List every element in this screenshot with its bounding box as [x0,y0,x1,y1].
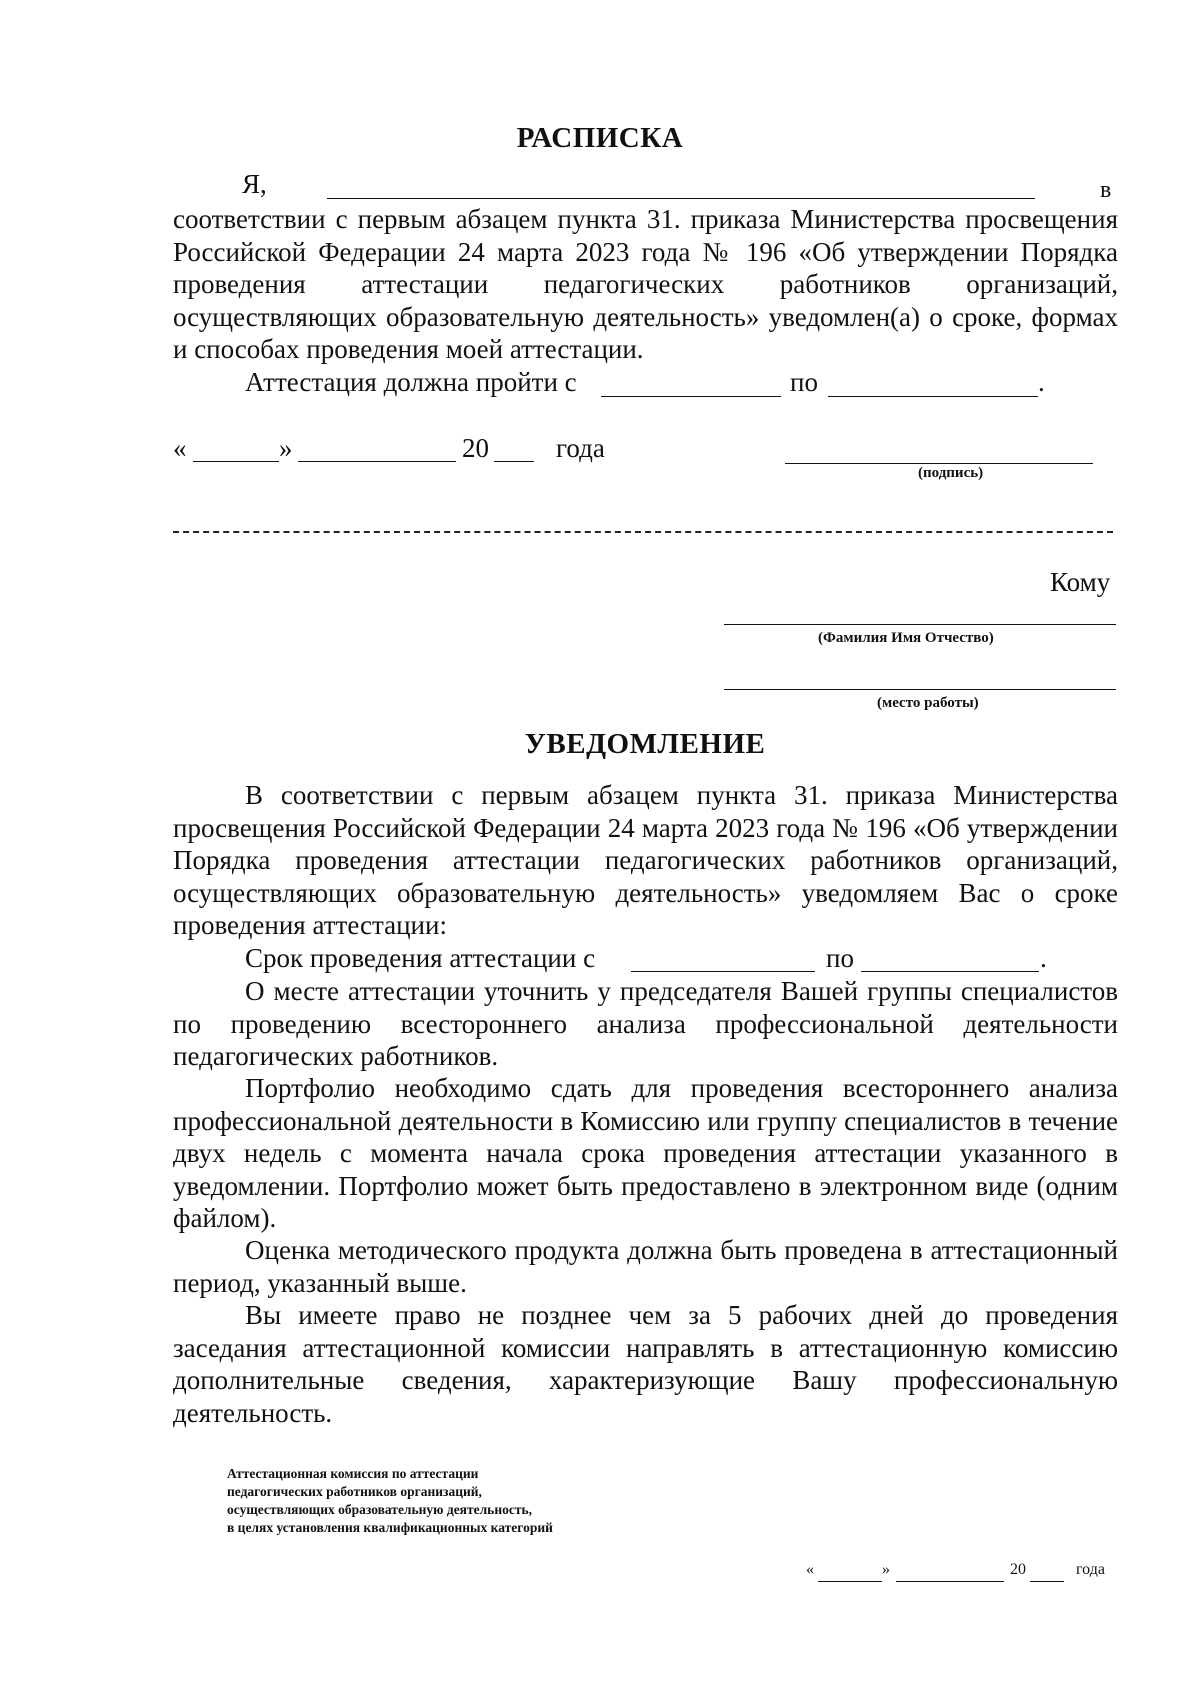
notice-term-po: по [826,943,854,973]
notice-paragraph-4: Оценка методического продукта должна быть проведена в аттестационный период, указанный выше. [173,1235,1118,1298]
commission-line: Аттестационная комиссия по аттестации [227,1466,479,1481]
receipt-period-end: . [1038,367,1045,397]
footer-date-year-line [1030,1581,1064,1582]
footer-date-year: года [1076,1561,1105,1578]
commission-line: в целях установления квалификационных категорий [227,1520,553,1535]
notice-paragraph-3: Портфолио необходимо сдать для проведения всестороннего анализа профессиональной деятельности в Комиссию или группу специалистов в течение двух недель с момента начала срока проведения аттестации указанного в уведомлении. Портфолио может быть предоставлено в электронном виде (одним файлом). [173,1073,1118,1233]
receipt-date-year-line [494,461,534,462]
footer-date-day-line [818,1581,882,1582]
receipt-v: в [1100,177,1112,203]
receipt-period-end-line [828,396,1038,397]
notice-paragraph-1: В соответствии с первым абзацем пункта 31. приказа Министерства просвещения Российской Федерации 24 марта 2023 года № 196 «Об утверждении Порядка проведения аттестации педагогических работников организаций, осуществляющих образовательную деятельность» уведомляем Вас о сроке проведения аттестации: [173,780,1118,940]
footer-date-close-quote: » [882,1561,890,1578]
recipient-workplace-caption: (место работы) [877,695,979,711]
notice-paragraph-2: О месте аттестации уточнить у председателя Вашей группы специалистов по проведению всестороннего анализа профессиональной деятельности педагогических работников. [173,976,1118,1071]
recipient-fio-caption: (Фамилия Имя Отчество) [818,630,994,646]
notice-term-start-line [631,971,815,972]
notice-term-end-line [861,971,1039,972]
notice-title: УВЕДОМЛЕНИЕ [524,728,766,760]
receipt-name-line [327,198,1035,199]
receipt-date-20: 20 [462,433,489,463]
notice-paragraph-5: Вы имеете право не позднее чем за 5 рабочих дней до проведения заседания аттестационной комиссии направлять в аттестационную комиссию дополнительные сведения, характеризующие Вашу профессиональную деятельность. [173,1300,1118,1428]
receipt-period-po: по [790,367,818,397]
receipt-paragraph: соответствии с первым абзацем пункта 31. приказа Министерства просвещения Российской Федерации 24 марта 2023 года № 196 «Об утверждении Порядка проведения аттестации педагогических работников организаций, осуществляющих образовательную деятельность» уведомлен(а) о сроке, формах и способах проведения моей аттестации. [173,204,1118,364]
receipt-date-close-quote: » [279,433,293,463]
cut-line [173,531,1113,533]
receipt-date-year: года [556,433,605,463]
recipient-workplace-line [724,689,1116,690]
receipt-period-prefix: Аттестация должна пройти с [245,367,577,397]
receipt-period-start-line [601,396,781,397]
notice-term-prefix: Срок проведения аттестации с [245,943,596,973]
receipt-title: РАСПИСКА [516,122,684,154]
receipt-signature-line [785,463,1093,464]
commission-block [227,1465,647,1537]
receipt-signature-caption: (подпись) [918,465,984,481]
footer-date-open-quote: « [806,1561,814,1578]
notice-term-end: . [1040,943,1047,973]
commission-line: осуществляющих образовательную деятельность, [227,1502,532,1517]
footer-date-month-line [896,1581,1004,1582]
footer-date-20: 20 [1010,1561,1026,1578]
receipt-ya: Я, [242,169,267,199]
commission-line: педагогических работников организаций, [227,1484,482,1499]
recipient-fio-line [724,624,1116,625]
receipt-date-day-line [193,461,279,462]
receipt-date-open-quote: « [173,433,187,463]
receipt-date-month-line [298,461,456,462]
recipient-komu: Кому [1050,567,1111,597]
